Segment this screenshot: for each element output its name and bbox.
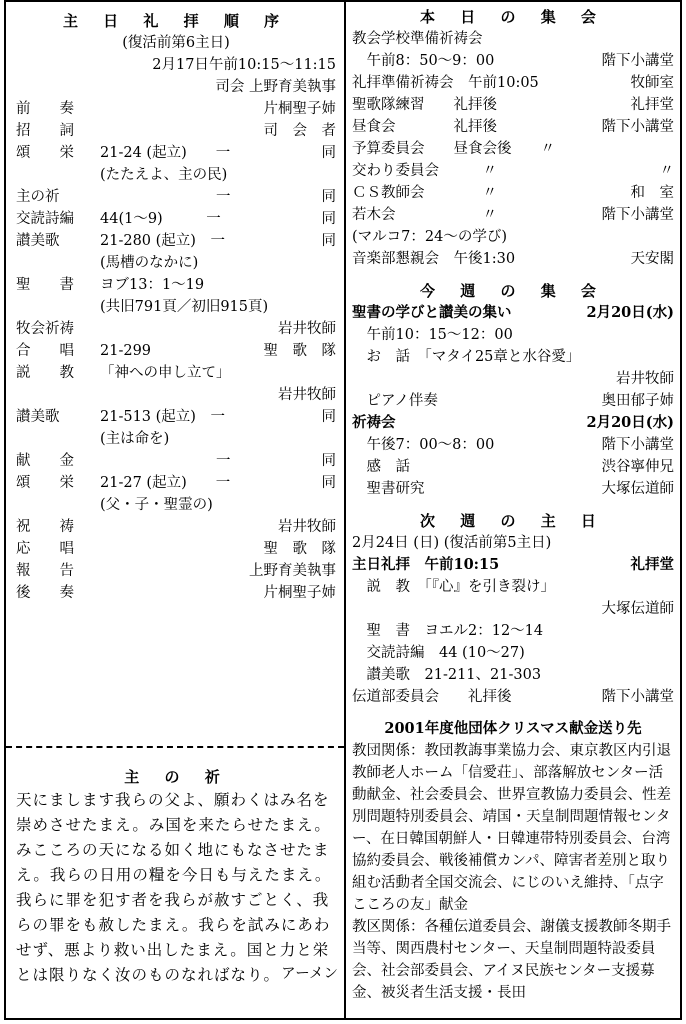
today-line-text: 教会学校準備祈祷会 <box>352 31 483 47</box>
today-line <box>352 182 674 204</box>
week-line-text: ピアノ伴奏 <box>352 393 438 409</box>
today-line-right: 階下小講堂 <box>601 53 674 69</box>
week-line-right: 奥田郁子姉 <box>601 393 674 409</box>
today-line-text: (マルコ7：24～の学び) <box>352 229 507 245</box>
week-line-right: 大塚伝道師 <box>601 481 674 497</box>
order-detail: (共旧791頁／初旧915頁) <box>100 299 269 315</box>
today-line-text: 若木会 〃 <box>352 207 497 223</box>
order-person: 聖 歌 隊 <box>263 541 336 557</box>
today-line-right: 牧師室 <box>630 75 674 91</box>
week-line-text: 午前10：15～12：00 <box>352 327 513 343</box>
order-row <box>16 428 336 450</box>
order-label: 祝 祷 <box>16 519 74 535</box>
next-line <box>352 620 674 642</box>
next-line <box>352 598 674 620</box>
order-person: 同 <box>321 233 336 249</box>
today-line <box>352 28 674 50</box>
order-label: 応 唱 <box>16 541 74 557</box>
order-detail: 21-27 (起立) 一 <box>100 475 231 491</box>
order-row <box>16 538 336 560</box>
order-row <box>16 472 336 494</box>
bulletin-page <box>4 0 682 1020</box>
today-line-right: 和 室 <box>630 185 674 201</box>
order-label: 報 告 <box>16 563 74 579</box>
today-line <box>352 72 674 94</box>
today-title: 本 日 の 集 会 <box>420 8 606 26</box>
today-line <box>352 50 674 72</box>
order-row <box>16 362 336 384</box>
order-person: 聖 歌 隊 <box>263 343 336 359</box>
order-row <box>16 186 336 208</box>
next-line <box>352 576 674 598</box>
order-person: 同 <box>321 145 336 161</box>
order-detail: 一 <box>100 453 231 469</box>
week-line <box>352 324 674 346</box>
next-line-text: 讃美歌 21-211、21-303 <box>352 667 542 683</box>
order-person: 岩井牧師 <box>278 519 336 535</box>
today-line-text: 予算委員会 昼食会後 〃 <box>352 141 555 157</box>
order-row <box>16 384 336 406</box>
order-label: 後 奏 <box>16 585 74 601</box>
order-detail: 21-24 (起立) 一 <box>100 145 231 161</box>
xmas-text: 教団関係：教団教誨事業協力会、東京教区内引退教師老人ホーム「信愛荘」、部落解放センター活動献金、社会委員会、世界宣教協力委員会、性差別問題特別委員会、靖国・天皇制問題情報センター、在日韓国朝鮮人・日韓連帯特別委員会、台湾協約委員会、戦後補償カンパ、障害者差別と取り組む活動者全国交流会、にじのいえ維持、「点字こころの友」献金 <box>352 743 671 913</box>
week-line <box>352 302 674 324</box>
column-divider <box>344 2 346 1018</box>
order-row <box>16 252 336 274</box>
next-line-text: 主日礼拝 午前10:15 <box>352 556 500 573</box>
order-person: 司 会 者 <box>263 123 336 139</box>
order-label: 献 金 <box>16 453 74 469</box>
week-line-text: 感 話 <box>352 459 410 475</box>
next-line-text: 聖 書 ヨエル2：12～14 <box>352 623 544 639</box>
order-subtitle: (復活前第6主日) <box>122 35 230 51</box>
week-title: 今 週 の 集 会 <box>420 282 606 300</box>
order-datetime: 2月17日午前10:15～11:15 <box>152 57 336 73</box>
today-line-right: 階下小講堂 <box>601 207 674 223</box>
next-line-text: 交読詩編 44 (10～27) <box>352 645 525 661</box>
order-label: 主の祈 <box>16 189 60 205</box>
next-title: 次 週 の 主 日 <box>420 512 606 530</box>
order-row <box>16 494 336 516</box>
next-line-text: 伝道部委員会 礼拝後 <box>352 689 512 705</box>
order-detail: ヨブ13：1～19 <box>100 277 205 293</box>
today-line <box>352 116 674 138</box>
order-row <box>16 98 336 120</box>
week-line-right: 階下小講堂 <box>601 437 674 453</box>
order-person: 上野育美執事 <box>249 563 336 579</box>
order-detail: (主は命を) <box>100 431 170 447</box>
order-person: 同 <box>321 211 336 227</box>
order-detail: 一 <box>100 189 231 205</box>
today-line-text: 聖歌隊練習 礼拝後 <box>352 97 497 113</box>
order-row <box>16 318 336 340</box>
week-line-right: 岩井牧師 <box>616 371 674 387</box>
order-label: 交読詩編 <box>16 211 74 227</box>
next-line <box>352 686 674 708</box>
order-detail: 21-280 (起立) 一 <box>100 233 225 249</box>
announcements <box>352 6 674 1004</box>
order-label: 説 教 <box>16 365 74 381</box>
next-line-right: 大塚伝道師 <box>601 601 674 617</box>
next-line-right: 礼拝堂 <box>630 556 674 573</box>
order-title: 主 日 礼 拝 順 序 <box>62 12 290 30</box>
today-line-right: 〃 <box>659 163 674 179</box>
today-line-right: 天安閣 <box>630 251 674 267</box>
prayer-amen: アーメン <box>281 966 338 982</box>
order-label: 聖 書 <box>16 277 74 293</box>
week-line <box>352 478 674 500</box>
today-line-text: 昼食会 礼拝後 <box>352 119 497 135</box>
order-person: 岩井牧師 <box>278 387 336 403</box>
worship-order <box>16 10 336 604</box>
next-line <box>352 554 674 576</box>
order-label: 前 奏 <box>16 101 74 117</box>
order-presider: 司会 上野育美執事 <box>215 79 336 95</box>
today-line-right: 階下小講堂 <box>601 119 674 135</box>
order-items <box>16 98 336 604</box>
lords-prayer <box>16 766 338 985</box>
next-lines <box>352 532 674 708</box>
order-label: 讃美歌 <box>16 409 60 425</box>
today-line <box>352 226 674 248</box>
week-line-right: 2月20日(水) <box>586 414 674 431</box>
xmas-text2: 教区関係：各種伝道委員会、謝儀支援教師冬期手当等、関西農村センター、天皇制問題特設委員会、社会部委員会、アイヌ民族センター支援募金、被災者生活支援・長田 <box>352 919 671 1001</box>
week-line <box>352 346 674 368</box>
today-lines <box>352 28 674 270</box>
order-detail: 44(1～9) 一 <box>100 211 221 227</box>
week-line-right: 2月20日(水) <box>586 304 674 321</box>
order-detail: 「神への申し立て」 <box>100 365 231 381</box>
week-line <box>352 456 674 478</box>
prayer-text: 天にまします我らの父よ、願わくはみ名を崇めさせたまえ。み国を来たらせたまえ。みこころの天になる如く地にもなさせたまえ。我らの日用の糧を今日も与えたまえ。我らに罪を犯す者を我らが赦すごとく、我らの罪をも赦したまえ。我らを試みにあわせず、悪より救い出したまえ。国と力と栄とは限りなく汝のものなればなり。 <box>16 791 332 984</box>
week-line-text: 聖書研究 <box>352 481 425 497</box>
today-line-text: ＣＳ教師会 〃 <box>352 185 497 201</box>
order-label: 頌 栄 <box>16 475 74 491</box>
order-person: 同 <box>321 189 336 205</box>
order-detail: (たたえよ、主の民) <box>100 167 228 183</box>
order-row <box>16 582 336 604</box>
order-person: 同 <box>321 475 336 491</box>
today-line <box>352 248 674 270</box>
next-line <box>352 664 674 686</box>
order-person: 岩井牧師 <box>278 321 336 337</box>
next-line <box>352 532 674 554</box>
order-row <box>16 560 336 582</box>
week-line-right: 渋谷寧伸兄 <box>601 459 674 475</box>
today-line-text: 午前8：50～9：00 <box>352 53 495 69</box>
xmas-title: 2001年度他団体クリスマス献金送り先 <box>384 720 642 737</box>
order-detail: (馬槽のなかに) <box>100 255 199 271</box>
today-line <box>352 138 674 160</box>
order-label: 讃美歌 <box>16 233 60 249</box>
order-person: 同 <box>321 409 336 425</box>
order-label: 牧会祈祷 <box>16 321 74 337</box>
week-line <box>352 412 674 434</box>
today-line <box>352 160 674 182</box>
order-row <box>16 450 336 472</box>
today-line <box>352 94 674 116</box>
week-line-text: 聖書の学びと讃美の集い <box>352 304 512 321</box>
order-row <box>16 516 336 538</box>
today-line-text: 交わり委員会 〃 <box>352 163 497 179</box>
order-label: 招 詞 <box>16 123 74 139</box>
order-row <box>16 164 336 186</box>
week-line <box>352 390 674 412</box>
week-line <box>352 434 674 456</box>
order-row <box>16 142 336 164</box>
prayer-title: 主 の 祈 <box>124 768 230 786</box>
week-lines <box>352 302 674 500</box>
next-line <box>352 642 674 664</box>
week-line-text: 祈祷会 <box>352 414 396 431</box>
order-row <box>16 406 336 428</box>
order-row <box>16 230 336 252</box>
order-label: 頌 栄 <box>16 145 74 161</box>
today-line <box>352 204 674 226</box>
order-row <box>16 208 336 230</box>
order-person: 片桐聖子姉 <box>263 101 336 117</box>
today-line-right: 礼拝堂 <box>630 97 674 113</box>
next-line-right: 階下小講堂 <box>601 689 674 705</box>
next-line-text: 説 教 「『心』を引き裂け」 <box>352 579 555 595</box>
section-divider <box>6 746 344 748</box>
week-line-text: お 話 「マタイ25章と水谷愛」 <box>352 349 581 365</box>
week-line <box>352 368 674 390</box>
order-row <box>16 274 336 296</box>
today-line-text: 礼拝準備祈祷会 午前10:05 <box>352 75 539 91</box>
order-detail: 21-513 (起立) 一 <box>100 409 225 425</box>
order-row <box>16 120 336 142</box>
order-row <box>16 340 336 362</box>
order-detail: (父・子・聖霊の) <box>100 497 213 513</box>
today-line-text: 音楽部懇親会 午後1:30 <box>352 251 516 267</box>
order-person: 片桐聖子姉 <box>263 585 336 601</box>
order-detail: 21-299 <box>100 343 152 359</box>
order-row <box>16 296 336 318</box>
order-person: 同 <box>321 453 336 469</box>
order-label: 合 唱 <box>16 343 74 359</box>
next-line-text: 2月24日 (日) (復活前第5主日) <box>352 535 552 551</box>
week-line-text: 午後7：00～8：00 <box>352 437 495 453</box>
